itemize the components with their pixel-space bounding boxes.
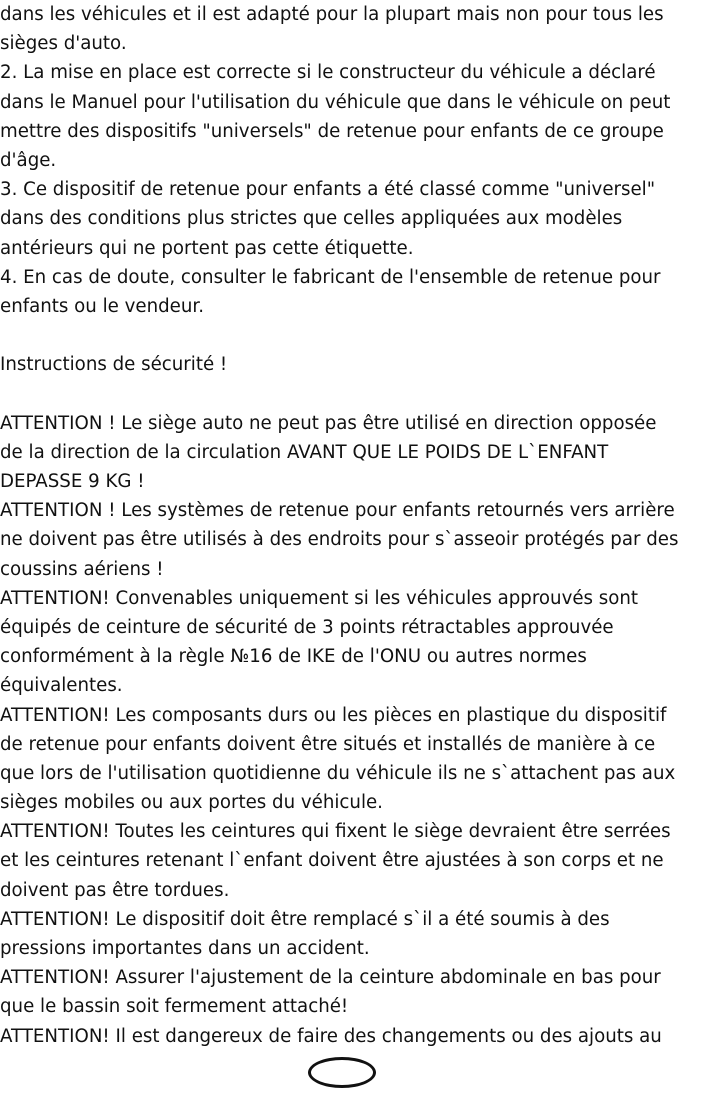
text-line: mettre des dispositifs "universels" de retenue pour enfants de ce groupe <box>0 120 664 142</box>
warning-line: équipés de ceinture de sécurité de 3 points rétractables approuvée <box>0 616 614 638</box>
text-line: 3. Ce dispositif de retenue pour enfants a été classé comme "universel" <box>0 179 656 201</box>
blank-line <box>0 321 715 350</box>
warning-line: ATTENTION! Assurer l'ajustement de la ceinture abdominale en bas pour <box>0 967 661 989</box>
warning-line: DEPASSE 9 KG ! <box>0 471 145 492</box>
section-heading: Instructions de sécurité ! <box>0 354 228 376</box>
text-line: enfants ou le vendeur. <box>0 295 204 317</box>
warning-line: sièges mobiles ou aux portes du véhicule. <box>0 792 383 814</box>
text-line: 2. La mise en place est correcte si le constructeur du véhicule a déclaré <box>0 62 656 84</box>
warning-line: ATTENTION! Le dispositif doit être remplacé s`il a été soumis à des <box>0 908 610 930</box>
text-line: sièges d'auto. <box>0 33 127 55</box>
warning-line: ATTENTION! Il est dangereux de faire des changements ou des ajouts au <box>0 1025 662 1047</box>
warning-line: de la direction de la circulation AVANT QUE LE POIDS DE L`ENFANT <box>0 441 609 463</box>
text-line: dans des conditions plus strictes que celles appliquées aux modèles <box>0 208 623 230</box>
page-number-oval-icon <box>308 1057 376 1088</box>
blank-line <box>0 379 715 408</box>
warning-line: coussins aériens ! <box>0 558 164 580</box>
text-line: 4. En cas de doute, consulter le fabricant de l'ensemble de retenue pour <box>0 266 661 288</box>
warning-line: équivalentes. <box>0 675 123 697</box>
warning-line: ATTENTION! Les composants durs ou les pièces en plastique du dispositif <box>0 704 667 726</box>
text-line: antérieurs qui ne portent pas cette étiquette. <box>0 237 414 259</box>
warning-line: et les ceintures retenant l`enfant doivent être ajustées à son corps et ne <box>0 850 664 872</box>
warning-line: de retenue pour enfants doivent être situés et installés de manière à ce <box>0 733 656 755</box>
warning-line: conformément à la règle №16 de IKE de l'ONU ou autres normes <box>0 646 587 668</box>
warning-line: ATTENTION ! Les systèmes de retenue pour enfants retournés vers arrière <box>0 500 675 522</box>
text-line: d'âge. <box>0 149 57 171</box>
warning-line: que lors de l'utilisation quotidienne du véhicule ils ne s`attachent pas aux <box>0 762 676 784</box>
warning-line: ATTENTION ! Le siège auto ne peut pas être utilisé en direction opposée <box>0 412 657 434</box>
text-line: dans les véhicules et il est adapté pour la plupart mais non pour tous les <box>0 4 664 25</box>
warning-line: ne doivent pas être utilisés à des endroits pour s`asseoir protégés par des <box>0 529 679 551</box>
warning-line: doivent pas être tordues. <box>0 879 230 901</box>
warning-line: ATTENTION! Convenables uniquement si les véhicules approuvés sont <box>0 587 639 609</box>
warning-line: ATTENTION! Toutes les ceintures qui fixent le siège devraient être serrées <box>0 821 671 843</box>
text-line: dans le Manuel pour l'utilisation du véhicule que dans le véhicule on peut <box>0 91 671 113</box>
warning-line: que le bassin soit fermement attaché! <box>0 996 349 1018</box>
warning-line: pressions importantes dans un accident. <box>0 938 370 959</box>
